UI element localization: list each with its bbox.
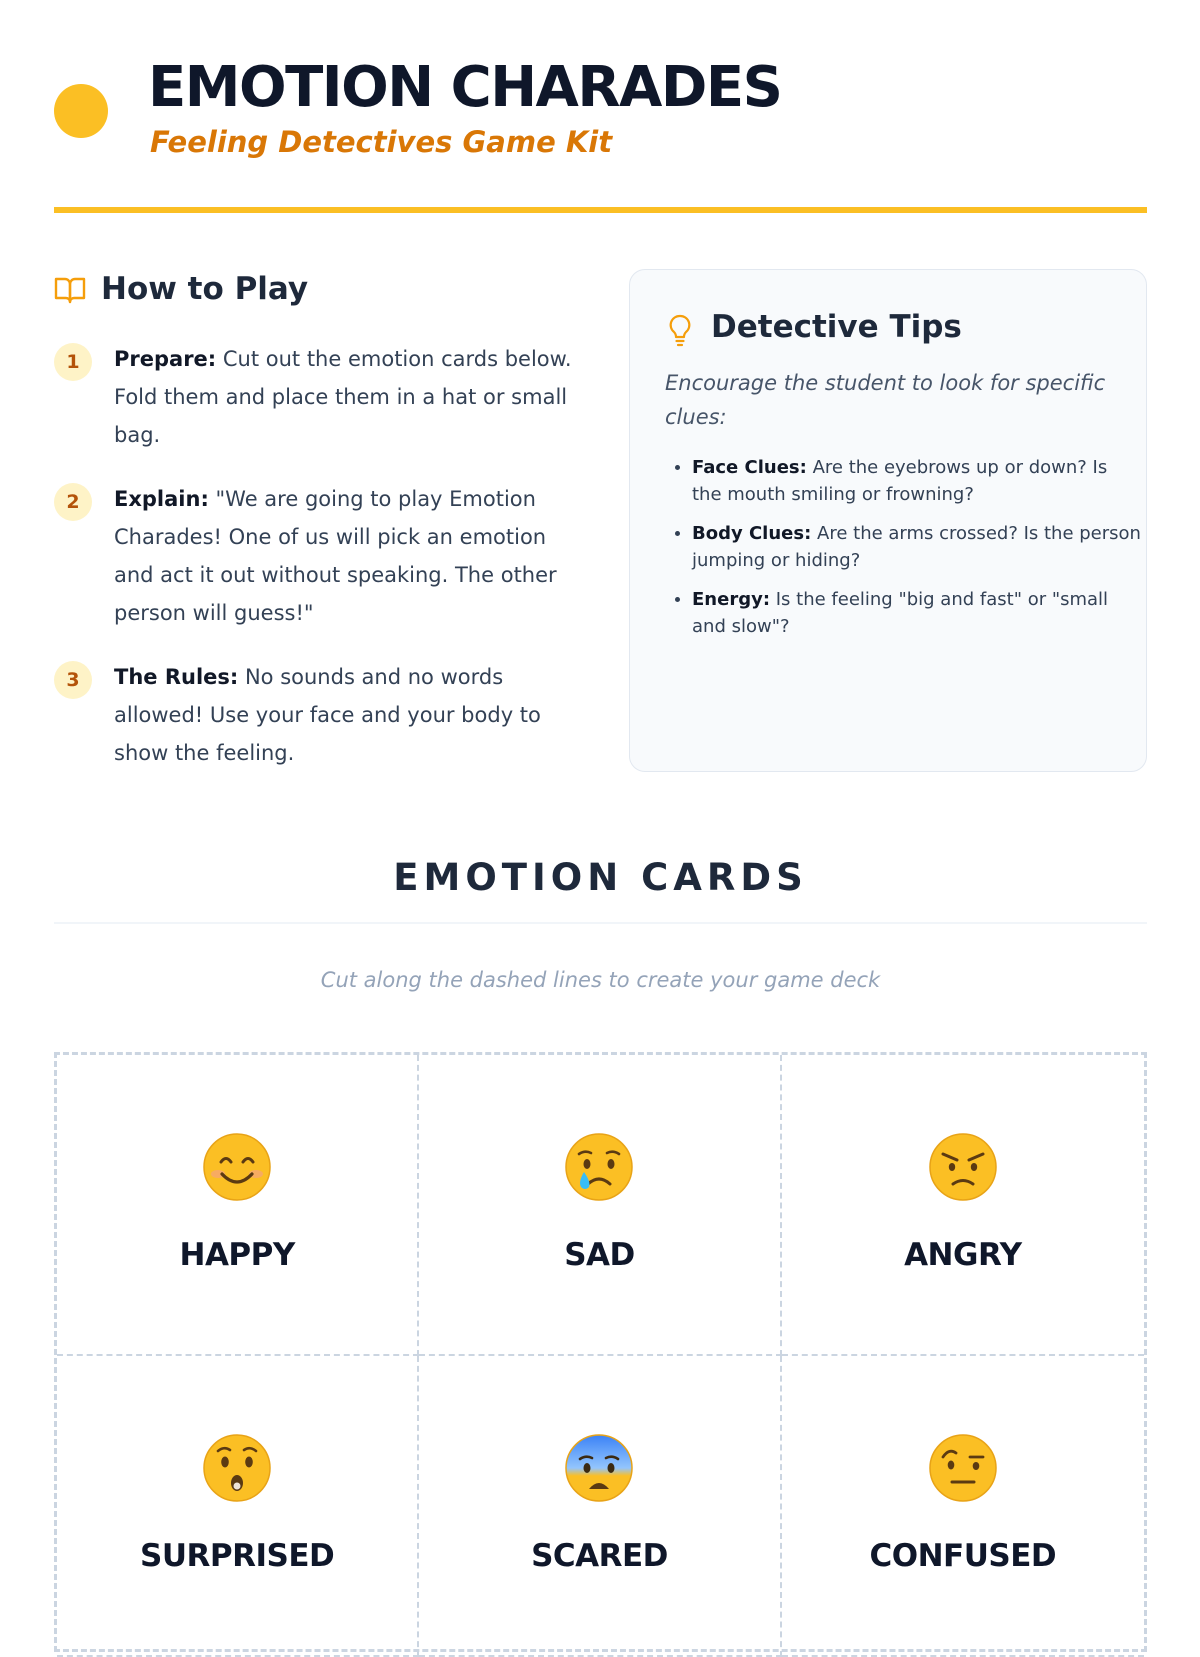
emotion-card-label: SAD xyxy=(564,1237,635,1273)
emotion-card-sad xyxy=(419,1055,781,1356)
emotion-card-angry xyxy=(782,1055,1144,1356)
tip-label: Body Clues: xyxy=(692,523,812,544)
book-open-icon xyxy=(54,276,86,304)
emotion-card-label: SCARED xyxy=(531,1538,668,1574)
step-label: Prepare: xyxy=(114,347,217,371)
tip-item xyxy=(692,454,1142,508)
step-number-badge: 1 xyxy=(54,343,92,381)
logo-dot-icon xyxy=(54,84,108,138)
step-item xyxy=(54,658,574,772)
fearful-face-icon xyxy=(564,1433,634,1503)
emotion-card-label: HAPPY xyxy=(179,1237,295,1273)
tips-list xyxy=(665,454,1142,652)
emotion-card-scared xyxy=(419,1356,781,1657)
emotion-card-label: ANGRY xyxy=(904,1237,1022,1273)
how-to-play-heading: How to Play xyxy=(101,271,309,307)
crying-face-icon xyxy=(564,1132,634,1202)
step-number-badge: 3 xyxy=(54,661,92,699)
raised-eyebrow-face-icon xyxy=(928,1433,998,1503)
step-item xyxy=(54,480,574,632)
header-divider xyxy=(54,207,1147,213)
how-to-play-steps xyxy=(54,340,574,798)
step-number-badge: 2 xyxy=(54,483,92,521)
detective-tips-panel xyxy=(629,269,1147,772)
cut-instructions: Cut along the dashed lines to create your game deck xyxy=(320,968,881,992)
step-label: The Rules: xyxy=(114,665,239,689)
step-text: No sounds and no words allowed! Use your face and your body to show the feeling. xyxy=(114,665,541,765)
section-divider xyxy=(54,922,1147,924)
emotion-card-surprised xyxy=(57,1356,419,1657)
smiling-face-icon xyxy=(202,1132,272,1202)
tip-item xyxy=(692,520,1142,574)
angry-face-icon xyxy=(928,1132,998,1202)
page-title: EMOTION CHARADES xyxy=(148,55,782,120)
step-text: "We are going to play Emotion Charades! One of us will pick an emotion and act it out without speaking. The other person will guess!" xyxy=(114,487,557,625)
detective-tips-heading: Detective Tips xyxy=(711,309,962,345)
lightbulb-icon xyxy=(668,314,692,348)
emotion-card-happy xyxy=(57,1055,419,1356)
tips-intro: Encourage the student to look for specific clues: xyxy=(665,371,1106,429)
tip-text: Are the eyebrows up or down? Is the mouth smiling or frowning? xyxy=(692,457,1108,505)
tip-label: Face Clues: xyxy=(692,457,807,478)
tip-label: Energy: xyxy=(692,589,771,610)
surprised-face-icon xyxy=(202,1433,272,1503)
tip-text: Are the arms crossed? Is the person jumping or hiding? xyxy=(692,523,1141,571)
emotion-card-label: SURPRISED xyxy=(140,1538,335,1574)
tip-text: Is the feeling "big and fast" or "small and slow"? xyxy=(692,589,1109,637)
step-text: Cut out the emotion cards below. Fold them and place them in a hat or small bag. xyxy=(114,347,572,447)
tip-item xyxy=(692,586,1142,640)
step-label: Explain: xyxy=(114,487,209,511)
page-subtitle: Feeling Detectives Game Kit xyxy=(150,125,613,159)
emotion-card-label: CONFUSED xyxy=(869,1538,1057,1574)
emotion-card-confused xyxy=(782,1356,1144,1657)
emotion-cards-heading: EMOTION CARDS xyxy=(393,856,808,899)
emotion-card-grid xyxy=(54,1052,1147,1652)
step-item xyxy=(54,340,574,454)
